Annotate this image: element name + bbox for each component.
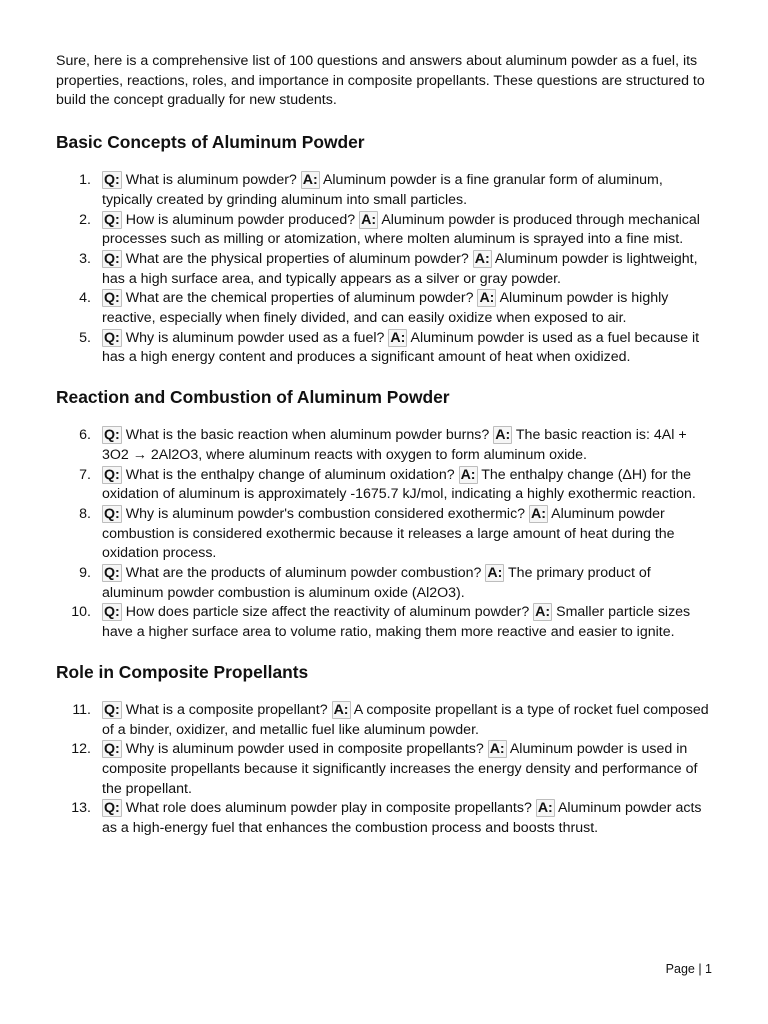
a-label: A: [479,290,495,307]
q-label: Q: [104,604,120,621]
a-label: A: [489,741,505,758]
a-label: A: [333,701,349,718]
a-label: A: [495,427,511,444]
q-label: Q: [104,565,120,582]
a-label: A: [390,329,406,346]
qa-list-basic-concepts [56,171,714,368]
list-item: 5. Q: Why is aluminum powder used as a fuel? A: Aluminum powder is used as a fuel because it has a high energy content and produces a significant amount of heat when oxidized. [79,329,700,366]
a-label: A: [361,211,377,228]
a-label: A: [531,505,546,522]
list-item: 12. Q: Why is aluminum powder used in composite propellants? A: Aluminum powder is used in composite propellants because it significantly increases the energy density and performance of the propellant. [71,741,698,797]
section-heading-reaction-combustion: Reaction and Combustion of Aluminum Powder [56,387,450,408]
a-label: A: [537,800,553,817]
q-label: Q: [104,250,120,267]
list-item: 7. Q: What is the enthalpy change of aluminum oxidation? A: The enthalpy change (ΔH) for the oxidation of aluminum is approximately -1675.7 kJ/mol, indicating a highly exothermic reaction. [79,466,696,503]
a-label: A: [474,250,490,267]
q-label: Q: [104,701,120,718]
a-label: A: [460,466,476,483]
q-label: Q: [104,741,120,758]
qa-list-reaction-combustion [56,426,714,643]
list-item: 4. Q: What are the chemical properties of aluminum powder? A: Aluminum powder is highly reactive, especially when finely divided, and can easily oxidize when exposed to air. [79,290,669,327]
a-label: A: [302,172,318,189]
q-label: Q: [104,466,120,483]
list-item: 1. Q: What is aluminum powder? A: Aluminum powder is a fine granular form of aluminum, typically created by grinding aluminum into small particles. [79,172,663,208]
q-label: Q: [104,800,120,817]
q-label: Q: [104,172,120,189]
list-item: 9. Q: What are the products of aluminum powder combustion? A: The primary product of aluminum powder combustion is aluminum oxide (Al2O3). [79,565,651,601]
qa-list-composite-propellants [56,701,714,839]
list-item: 10. Q: How does particle size affect the reactivity of aluminum powder? A: Smaller particle sizes have a higher surface area to volume ratio, making them more reactive and easier to ignite. [71,604,691,641]
list-item: 8. Q: Why is aluminum powder's combustion considered exothermic? A: Aluminum powder combustion is considered exothermic because it releases a large amount of heat during the oxidation process. [79,505,675,562]
a-label: A: [535,604,551,621]
page-footer: Page | 1 [665,962,712,976]
document-page [56,52,714,839]
list-item: 11. Q: What is a composite propellant? A: A composite propellant is a type of rocket fuel composed of a binder, oxidizer, and metallic fuel like aluminum powder. [72,701,709,738]
q-label: Q: [104,290,120,307]
q-label: Q: [104,505,120,522]
section-heading-basic-concepts: Basic Concepts of Aluminum Powder [56,132,365,153]
list-item: 6. Q: What is the basic reaction when aluminum powder burns? A: The basic reaction is: 4Al + 3O2 → 2Al2O3, where aluminum reacts with oxygen to form aluminum oxide. [79,427,687,463]
q-label: Q: [104,329,120,346]
q-label: Q: [104,427,120,444]
section-heading-composite-propellants: Role in Composite Propellants [56,661,309,682]
list-item: 13. Q: What role does aluminum powder play in composite propellants? A: Aluminum powder acts as a high-energy fuel that enhances the combustion process and boosts thrust. [71,800,702,837]
a-label: A: [487,565,503,582]
list-item: 2. Q: How is aluminum powder produced? A: Aluminum powder is produced through mechanical processes such as milling or atomization, where molten aluminum is sprayed into a fine mist. [79,211,700,248]
q-label: Q: [104,211,120,228]
intro-paragraph: Sure, here is a comprehensive list of 100 questions and answers about aluminum powder as a fuel, its properties, reactions, roles, and importance in composite propellants. These questions are structured to build the concept gradually for new students. [56,53,705,109]
list-item: 3. Q: What are the physical properties of aluminum powder? A: Aluminum powder is lightweight, has a high surface area, and typically appears as a silver or gray powder. [79,250,698,287]
